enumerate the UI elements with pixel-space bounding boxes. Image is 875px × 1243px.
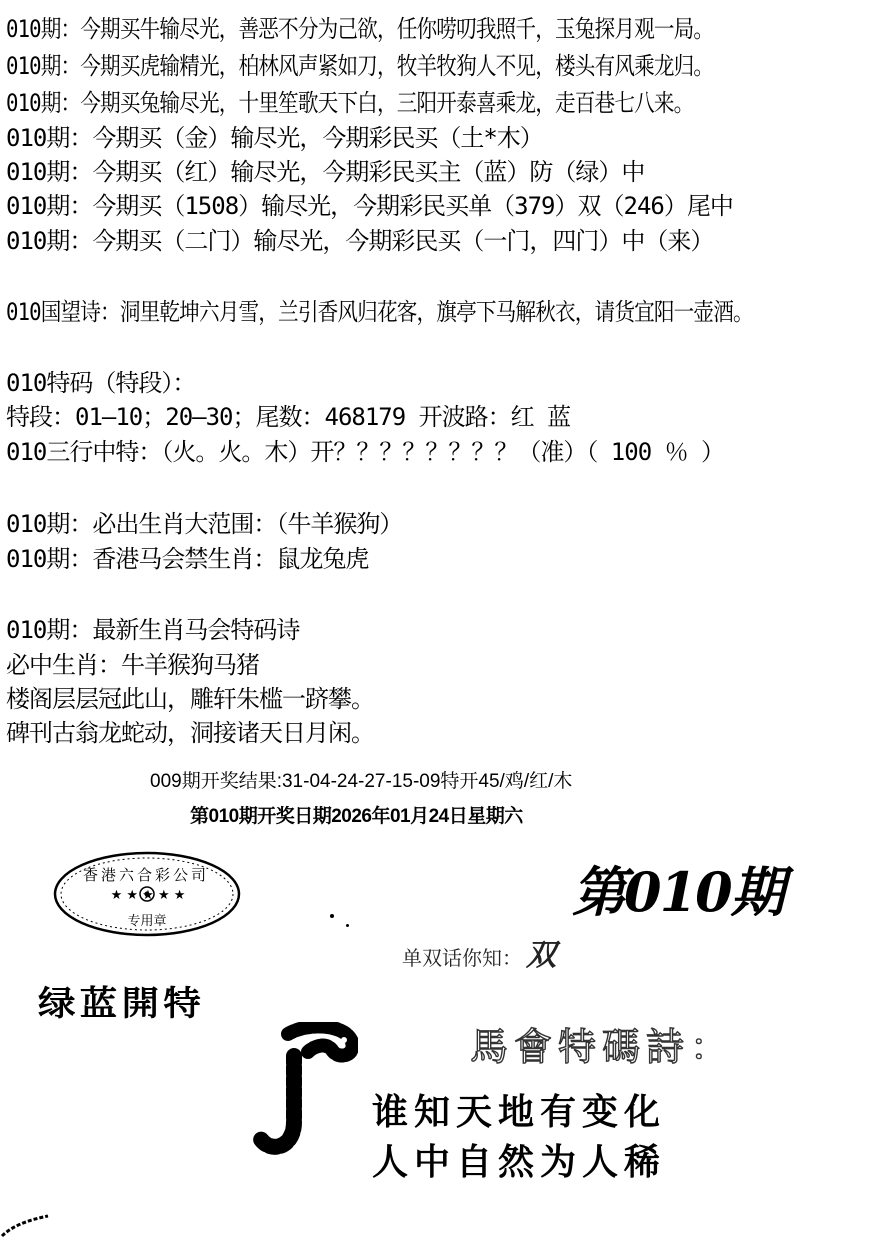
stamp-bottom-text: 专用章: [127, 914, 167, 929]
tema-heading: 010特码（特段）：: [6, 369, 196, 397]
snake-j-icon: [248, 1022, 358, 1162]
company-stamp: [52, 850, 242, 938]
maohui-poem-line-1: 谁知天地有变化: [372, 1092, 667, 1133]
tema-poem-heading: 010期：最新生肖马会特码诗: [6, 616, 300, 644]
danshuang-label: 单双话你知：: [402, 948, 522, 970]
danshuang-answer: 双: [526, 938, 556, 973]
sanhang-line: 010三行中特：（火。火。木）开？？？？？？？？（准）（ 100 ％ ）: [6, 438, 725, 466]
snake-j-graphic: [248, 1022, 358, 1162]
maohui-poem-line-2: 人中自然为人稀: [372, 1142, 667, 1183]
text-line-6: 010期：今期买（1508）输尽光，今期彩民买单（379）双（246）尾中: [6, 192, 733, 220]
bizhong-shengxiao-line: 必中生肖：牛羊猴狗马猪: [6, 651, 259, 679]
text-line-2: 010期：今期买虎输精光，柏林风声紧如刀，牧羊牧狗人不见，楼头有风乘龙归。: [6, 52, 714, 80]
poem-verse-2: 碑刊古翁龙蛇动，洞接诸天日月闲。: [6, 719, 374, 747]
guowang-poem-line: 010国望诗：洞里乾坤六月雪，兰引香风归花客，旗亭下马解秋衣，请货宜阳一壶酒。: [6, 298, 753, 326]
maohui-poem-title: 馬會特碼詩：: [470, 1025, 735, 1069]
draw-date-line: 第010期开奖日期2026年01月24日星期六: [190, 806, 523, 827]
lvlan-kaite-text: 绿蓝開特: [38, 984, 206, 1024]
text-line-4: 010期：今期买（金）输尽光，今期彩民买（土*木）: [6, 124, 543, 152]
teduan-line: 特段：01—10；20—30；尾数：468179 开波路：红 蓝: [6, 403, 571, 431]
text-line-5: 010期：今期买（红）输尽光，今期彩民买主（蓝）防（绿）中: [6, 158, 645, 186]
decorative-dot: [330, 914, 334, 918]
poem-verse-1: 楼阁层层冠此山，雕轩朱槛一跻攀。: [6, 685, 374, 713]
decorative-dot: [346, 924, 349, 927]
text-line-7: 010期：今期买（二门）输尽光，今期彩民买（一门，四门）中（来）: [6, 227, 714, 255]
issue-number-title: 第010期: [572, 860, 783, 924]
text-line-3: 010期：今期买兔输尽光，十里笙歌天下白，三阳开泰喜乘龙，走百巷七八来。: [6, 89, 694, 117]
jin-shengxiao-line: 010期：香港马会禁生肖：鼠龙兔虎: [6, 545, 369, 573]
corner-scratch-mark: [0, 1212, 60, 1238]
stamp-stars: ★ ★ ★ ★ ★: [110, 888, 186, 903]
text-line-1: 010期：今期买牛输尽光，善恶不分为己欲，任你唠叨我照千，玉兔探月观一局。: [6, 15, 714, 43]
stamp-arc-text: 香港六合彩公司: [82, 866, 209, 884]
bichu-shengxiao-line: 010期：必出生肖大范围：（牛羊猴狗）: [6, 510, 403, 538]
previous-result-line: 009期开奖结果:31-04-24-27-15-09特开45/鸡/红/木: [150, 771, 573, 792]
danshuang-hint: [402, 930, 556, 974]
